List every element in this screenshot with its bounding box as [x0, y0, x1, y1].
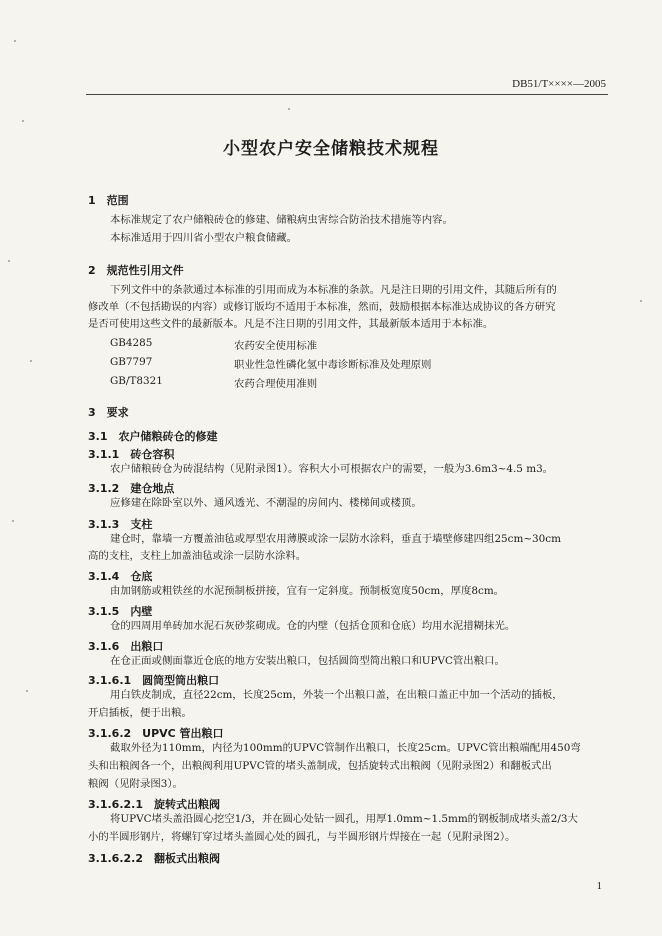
ref-code: GB7797 [110, 356, 153, 368]
section-3-heading: 3 要求 [88, 406, 129, 419]
ref-name: 职业性急性磷化氢中毒诊断标准及处理原则 [234, 359, 432, 371]
section-2-para-line-1: 下列文件中的条款通过本标准的引用而成为本标准的条款。凡是注日期的引用文件，其随后所有的 [110, 284, 557, 296]
section-3-1-5-heading: 3.1.5 内壁 [88, 605, 153, 618]
scan-speck [12, 520, 14, 522]
header-rule [86, 94, 608, 95]
scan-speck [30, 360, 32, 362]
scan-speck [8, 260, 10, 262]
section-3-1-3-heading: 3.1.3 支柱 [88, 518, 153, 531]
section-3-1-6-2-1-para-line-1: 将UPVC堵头盖沿圆心挖空1/3，并在圆心处钻一圆孔，用厚1.0mm~1.5mm的钢板制成堵头盖2/3大 [110, 813, 578, 825]
section-3-1-6-2-2-heading: 3.1.6.2.2 翻板式出粮阀 [88, 852, 220, 865]
section-3-1-heading: 3.1 农户储粮砖仓的修建 [88, 430, 218, 443]
section-3-1-6-2-heading: 3.1.6.2 UPVC 管出粮口 [88, 727, 224, 740]
section-3-1-4-heading: 3.1.4 仓底 [88, 570, 153, 583]
ref-code: GB/T8321 [110, 375, 163, 387]
scan-speck [14, 40, 16, 42]
section-3-1-6-1-para-line-1: 用白铁皮制成，直径22cm，长度25cm，外装一个出粮口盖，在出粮口盖正中加一个活动的插板， [110, 689, 563, 701]
section-3-1-3-para-line-2: 高的支柱，支柱上加盖油毡或涂一层防水涂料。 [88, 550, 307, 562]
section-3-1-4-para: 由加钢筋或粗铁丝的水泥预制板拼接，宜有一定斜度。预制板宽度50cm，厚度8cm。 [110, 585, 505, 597]
section-3-1-6-2-para-line-2: 头和出粮阀各一个，出粮阀利用UPVC管的堵头盖制成，包括旋转式出粮阀（见附录图2）和翻板式出 [88, 760, 552, 772]
section-3-1-6-1-para-line-2: 开启插板，便于出粮。 [88, 707, 192, 719]
section-3-1-1-heading: 3.1.1 砖仓容积 [88, 448, 175, 461]
section-3-1-6-2-para-line-3: 粮阀（见附录图3）。 [88, 778, 183, 790]
section-3-1-6-heading: 3.1.6 出粮口 [88, 640, 164, 653]
section-1-para-1: 本标准规定了农户储粮砖仓的修建、储粮病虫害综合防治技术措施等内容。 [110, 214, 453, 226]
section-2-heading: 2 规范性引用文件 [88, 264, 184, 277]
section-2-para-line-2: 修改单（不包括勘误的内容）或修订版均不适用于本标准，然而，鼓励根据本标准达成协议的各方研究 [88, 301, 556, 313]
scan-speck [26, 690, 28, 692]
section-3-1-3-para-line-1: 建仓时，靠墙一方覆盖油毡或厚型农用薄膜或涂一层防水涂料，垂直于墙壁修建四组25cm~30cm [110, 533, 561, 545]
section-3-1-1-para: 农户储粮砖仓为砖混结构（见附录图1）。容积大小可根据农户的需要，一般为3.6m3~4.5 m3。 [110, 463, 554, 475]
doc-id: DB51/T××××—2005 [512, 78, 606, 90]
ref-name: 农药合理使用准则 [234, 378, 318, 390]
section-3-1-6-1-heading: 3.1.6.1 圆筒型筒出粮口 [88, 674, 220, 687]
scan-speck [640, 300, 642, 302]
section-2-para-line-3: 是否可使用这些文件的最新版本。凡是不注日期的引用文件，其最新版本适用于本标准。 [88, 318, 494, 330]
section-3-1-6-2-1-para-line-2: 小的半圆形钢片，将螺钉穿过堵头盖圆心处的圆孔，与半圆形钢片焊接在一起（见附录图2）。 [88, 831, 516, 843]
section-3-1-6-para: 在仓正面或侧面靠近仓底的地方安装出粮口，包括圆筒型简出粮口和UPVC管出粮口。 [110, 655, 505, 667]
page-number: 1 [596, 880, 602, 892]
ref-code: GB4285 [110, 337, 153, 349]
scan-speck [22, 120, 24, 122]
section-3-1-2-para: 应修建在除卧室以外、通风透光、不潮湿的房间内、楼梯间或楼顶。 [110, 497, 422, 509]
section-3-1-6-2-1-heading: 3.1.6.2.1 旋转式出粮阀 [88, 798, 220, 811]
scan-speck [288, 108, 290, 110]
section-3-1-5-para: 仓的四周用单砖加水泥石灰砂浆砌成。仓的内壁（包括仓顶和仓底）均用水泥措糊抹光。 [110, 620, 516, 632]
section-3-1-2-heading: 3.1.2 建仓地点 [88, 482, 175, 495]
section-1-heading: 1 范围 [88, 194, 129, 207]
section-3-1-6-2-para-line-1: 截取外径为110mm，内径为100mm的UPVC管制作出粮口，长度25cm。UPVC管出粮端配用450弯 [110, 742, 581, 754]
section-1-para-2: 本标准适用于四川省小型农户粮食储藏。 [110, 232, 298, 244]
page-title: 小型农户安全储粮技术规程 [223, 139, 439, 159]
ref-name: 农药安全使用标准 [234, 340, 318, 352]
